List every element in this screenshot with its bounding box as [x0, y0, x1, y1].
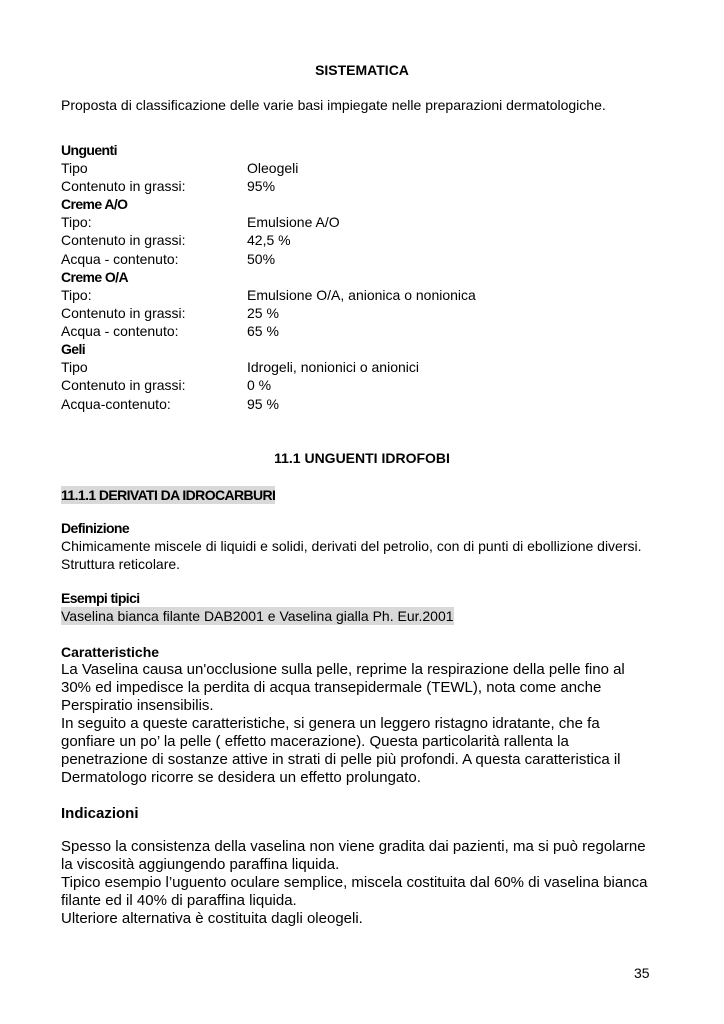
section-heading-creme-ao: Creme A/O — [61, 196, 128, 212]
row-value: 65 % — [247, 323, 279, 339]
row-label: Contenuto in grassi: — [61, 232, 186, 248]
section-heading-creme-oa: Creme O/A — [61, 269, 128, 285]
row-label: Acqua-contenuto: — [61, 396, 171, 412]
row-value: 42,5 % — [247, 232, 291, 248]
row-label: Contenuto in grassi: — [61, 377, 186, 393]
row-value: 95% — [247, 178, 276, 194]
caratteristiche-text: La Vaselina causa un'occlusione sulla pelle, reprime la respirazione della pelle fino al 30% ed impedisce la perdita di acqua transepidermale (TEWL), nota come anche Perspiratio insensibilis. In seguito a queste caratteristiche, si genera un leggero ristagno idratante, che fa gonfiare un po’ la pelle ( effetto macerazione). Questa particolarità rallenta la penetrazione di sostanze attive in strati di pelle più profondi. A questa caratteristica il Dermatologo ricorre se desidera un effetto prolungato. — [61, 661, 625, 786]
row-label: Tipo: — [61, 287, 92, 303]
section-title: 11.1 UNGUENTI IDROFOBI — [274, 450, 450, 466]
section-heading-unguenti: Unguenti — [61, 142, 117, 158]
intro-text: Proposta di classificazione delle varie basi impiegate nelle preparazioni dermatologiche. — [61, 97, 606, 113]
subsection-title: 11.1.1 DERIVATI DA IDROCARBURI — [61, 487, 276, 503]
row-value: Emulsione O/A, anionica o nonionica — [247, 287, 476, 303]
section-heading-geli: Geli — [61, 341, 86, 357]
page-title: SISTEMATICA — [315, 62, 409, 78]
row-label: Acqua - contenuto: — [61, 251, 179, 267]
row-label: Contenuto in grassi: — [61, 178, 186, 194]
esempi-text: Vaselina bianca filante DAB2001 e Vaselina gialla Ph. Eur.2001 — [61, 608, 454, 624]
row-label: Contenuto in grassi: — [61, 305, 186, 321]
indicazioni-text: Spesso la consistenza della vaselina non viene gradita dai pazienti, ma si può regolarne la viscosità aggiungendo paraffina liquida. Tipico esempio l’uguento oculare semplice, miscela costituita dal 60% di vaselina bianca filante ed il 40% di paraffina liquida. Ulteriore alternativa è costituita dagli oleogeli. — [61, 838, 648, 927]
row-label: Acqua - contenuto: — [61, 323, 179, 339]
row-label: Tipo — [61, 359, 88, 375]
definizione-heading: Definizione — [61, 520, 130, 536]
definizione-text: Chimicamente miscele di liquidi e solidi, derivati del petrolio, con di punti di ebollizione diversi. Struttura reticolare. — [61, 538, 642, 572]
row-value: 50% — [247, 251, 276, 267]
row-value: 0 % — [247, 377, 272, 393]
row-label: Tipo — [61, 160, 88, 176]
row-label: Tipo: — [61, 214, 92, 230]
row-value: Idrogeli, nonionici o anionici — [247, 359, 419, 375]
row-value: Emulsione A/O — [247, 214, 340, 230]
page-number: 35 — [634, 965, 650, 981]
caratteristiche-heading: Caratteristiche — [61, 644, 160, 660]
indicazioni-heading: Indicazioni — [61, 805, 139, 822]
esempi-heading: Esempi tipici — [61, 590, 140, 606]
row-value: Oleogeli — [247, 160, 299, 176]
row-value: 25 % — [247, 305, 279, 321]
row-value: 95 % — [247, 396, 279, 412]
